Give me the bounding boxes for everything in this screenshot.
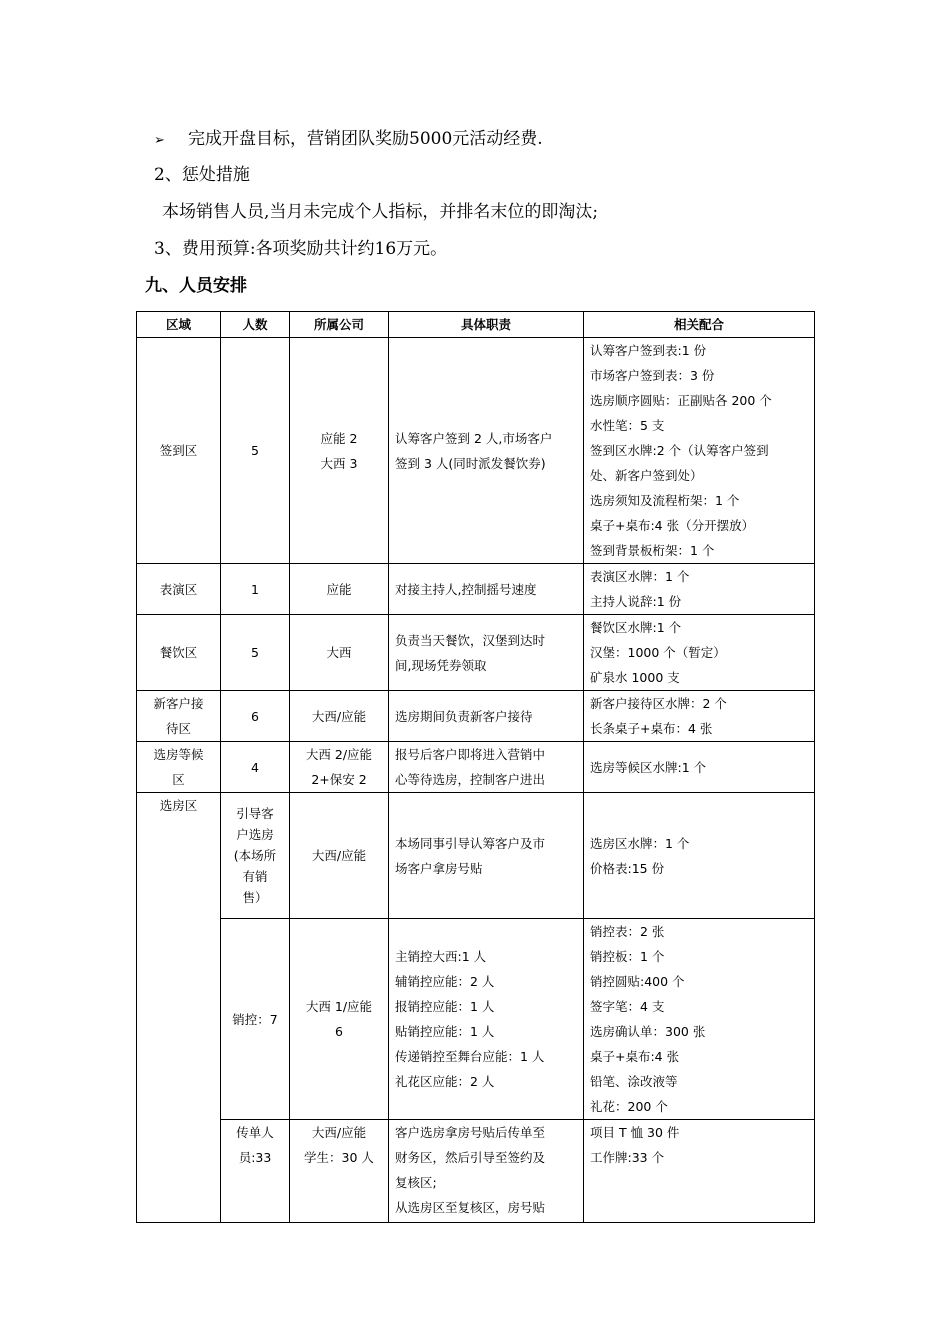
support-line: 桌子+桌布:4 张 <box>590 1049 680 1064</box>
support-line: 签到区水牌:2 个（认筹客户签到 <box>590 443 769 458</box>
support-line: 礼花：200 个 <box>590 1099 668 1114</box>
support-line: 汉堡：1000 个（暂定） <box>590 645 726 660</box>
duty-cell <box>389 615 584 691</box>
support-line: 项目 T 恤 30 件 <box>590 1125 680 1140</box>
support-cell <box>584 338 815 564</box>
support-line: 桌子+桌布:4 张（分开摆放） <box>590 518 755 533</box>
duty-line: 主销控大西:1 人 <box>395 949 487 964</box>
table-row <box>137 1120 815 1223</box>
duty-cell <box>389 919 584 1120</box>
support-line: 销控圆贴:400 个 <box>590 974 685 989</box>
area-line: 选房等候 <box>153 747 204 762</box>
duty-line: 报号后客户即将进入营销中 <box>395 747 546 762</box>
count-cell: 5 <box>221 338 290 564</box>
duty-line: 本场同事引导认筹客户及市 <box>395 835 546 851</box>
company-cell: 大西/应能 <box>290 691 389 742</box>
duty-line: 认筹客户签到 2 人,市场客户 <box>395 430 553 446</box>
table-row <box>137 742 815 793</box>
duty-line: 财务区，然后引导至签约及 <box>395 1150 546 1165</box>
count-line: (本场所 <box>233 848 277 863</box>
count-line: 引导客 <box>236 806 274 821</box>
count-cell: 销控：7 <box>221 919 290 1120</box>
support-cell <box>584 793 815 919</box>
company-cell: 大西 <box>290 615 389 691</box>
duty-line: 从选房区至复核区，房号贴 <box>395 1200 546 1215</box>
section-heading: 九、人员安排 <box>145 276 247 296</box>
penalty-title: 2、惩处措施 <box>154 165 250 185</box>
company-cell: 应能 <box>290 564 389 615</box>
support-line: 销控表：2 张 <box>590 924 665 939</box>
header-count: 人数 <box>221 312 290 338</box>
count-cell: 5 <box>221 615 290 691</box>
duty-cell <box>389 742 584 793</box>
company-line: 大西 2/应能 <box>305 747 373 762</box>
company-cell <box>290 742 389 793</box>
duty-line: 客户选房拿房号贴后传单至 <box>395 1125 546 1140</box>
company-line: 学生：30 人 <box>304 1150 374 1165</box>
support-line: 选房确认单：300 张 <box>590 1024 706 1039</box>
count-cell <box>221 793 290 919</box>
count-line: 员:33 <box>238 1150 272 1165</box>
duty-line: 贴销控应能：1 人 <box>395 1024 495 1039</box>
budget-text: 3、费用预算:各项奖励共计约16万元。 <box>154 239 448 259</box>
area-line: 新客户接 <box>153 696 204 711</box>
support-line: 水性笔：5 支 <box>590 418 665 433</box>
support-line: 选房须知及流程桁架：1 个 <box>590 493 740 508</box>
table-row <box>137 564 815 615</box>
table-row <box>137 615 815 691</box>
count-line: 户选房 <box>236 827 274 842</box>
support-line: 处、新客户签到处） <box>590 468 703 483</box>
company-line: 大西 3 <box>320 455 358 471</box>
duty-line: 礼花区应能：2 人 <box>395 1074 495 1089</box>
support-cell <box>584 691 815 742</box>
area-cell: 表演区 <box>137 564 221 615</box>
area-cell: 餐饮区 <box>137 615 221 691</box>
support-line: 餐饮区水牌:1 个 <box>590 620 682 635</box>
duty-line: 间,现场凭券领取 <box>395 657 487 673</box>
duty-line: 心等待选房，控制客户进出 <box>395 772 546 787</box>
staff-arrangement-table <box>136 311 815 1223</box>
area-line: 区 <box>172 772 185 787</box>
reward-bullet <box>154 127 543 153</box>
penalty-text: 本场销售人员,当月未完成个人指标，并排名末位的即淘汰; <box>162 202 599 222</box>
table-row <box>137 919 815 1120</box>
header-company: 所属公司 <box>290 312 389 338</box>
company-line: 应能 2 <box>320 430 358 446</box>
support-cell <box>584 1120 815 1223</box>
support-line: 签字笔：4 支 <box>590 999 665 1014</box>
header-support: 相关配合 <box>584 312 815 338</box>
support-line: 新客户接待区水牌：2 个 <box>590 696 727 711</box>
duty-cell <box>389 338 584 564</box>
support-line: 签到背景板桁架：1 个 <box>590 543 715 558</box>
support-line: 销控板：1 个 <box>590 949 665 964</box>
count-line: 有销 <box>242 869 268 884</box>
count-cell: 4 <box>221 742 290 793</box>
support-line: 价格表:15 份 <box>590 860 665 876</box>
duty-line: 辅销控应能：2 人 <box>395 974 495 989</box>
table-header-row <box>137 312 815 338</box>
duty-cell <box>389 1120 584 1223</box>
count-cell: 1 <box>221 564 290 615</box>
duty-line: 场客户拿房号贴 <box>395 860 483 876</box>
company-line: 大西/应能 <box>311 1125 367 1140</box>
company-cell: 大西/应能 <box>290 793 389 919</box>
support-line: 长条桌子+桌布：4 张 <box>590 721 713 736</box>
support-cell <box>584 564 815 615</box>
support-line: 铅笔、涂改液等 <box>590 1074 678 1089</box>
support-line: 表演区水牌：1 个 <box>590 569 690 584</box>
duty-line: 负责当天餐饮，汉堡到达时 <box>395 632 546 648</box>
area-line: 待区 <box>165 721 191 736</box>
support-cell: 选房等候区水牌:1 个 <box>584 742 815 793</box>
company-cell <box>290 338 389 564</box>
company-cell <box>290 919 389 1120</box>
count-line: 售） <box>242 890 268 905</box>
count-cell <box>221 1120 290 1223</box>
duty-cell: 选房期间负责新客户接待 <box>389 691 584 742</box>
count-cell: 6 <box>221 691 290 742</box>
table-row <box>137 338 815 564</box>
area-cell: 选房区 <box>137 793 221 1223</box>
company-line: 大西 1/应能 <box>305 999 373 1014</box>
duty-line: 签到 3 人(同时派发餐饮券) <box>395 455 546 471</box>
duty-cell <box>389 793 584 919</box>
reward-bullet-text: 完成开盘目标，营销团队奖励5000元活动经费. <box>188 129 543 149</box>
support-cell <box>584 919 815 1120</box>
duty-line: 传递销控至舞台应能：1 人 <box>395 1049 545 1064</box>
company-line: 6 <box>335 1024 343 1039</box>
support-line: 主持人说辞:1 份 <box>590 594 682 609</box>
area-cell <box>137 742 221 793</box>
support-line: 市场客户签到表：3 份 <box>590 368 715 383</box>
duty-cell: 对接主持人,控制摇号速度 <box>389 564 584 615</box>
area-cell <box>137 691 221 742</box>
area-cell: 签到区 <box>137 338 221 564</box>
header-area: 区域 <box>137 312 221 338</box>
table-row <box>137 793 815 919</box>
support-line: 工作牌:33 个 <box>590 1150 665 1165</box>
duty-line: 复核区; <box>395 1175 437 1190</box>
table-row <box>137 691 815 742</box>
company-cell <box>290 1120 389 1223</box>
support-line: 选房顺序圆贴：正副贴各 200 个 <box>590 393 772 408</box>
duty-line: 报销控应能：1 人 <box>395 999 495 1014</box>
count-line: 传单人 <box>236 1125 274 1140</box>
arrow-bullet-icon: ➢ <box>154 133 165 148</box>
header-duty: 具体职责 <box>389 312 584 338</box>
support-cell <box>584 615 815 691</box>
company-line: 2+保安 2 <box>311 772 367 787</box>
support-line: 矿泉水 1000 支 <box>590 670 680 685</box>
support-line: 认筹客户签到表:1 份 <box>590 343 707 358</box>
support-line: 选房区水牌：1 个 <box>590 835 690 851</box>
